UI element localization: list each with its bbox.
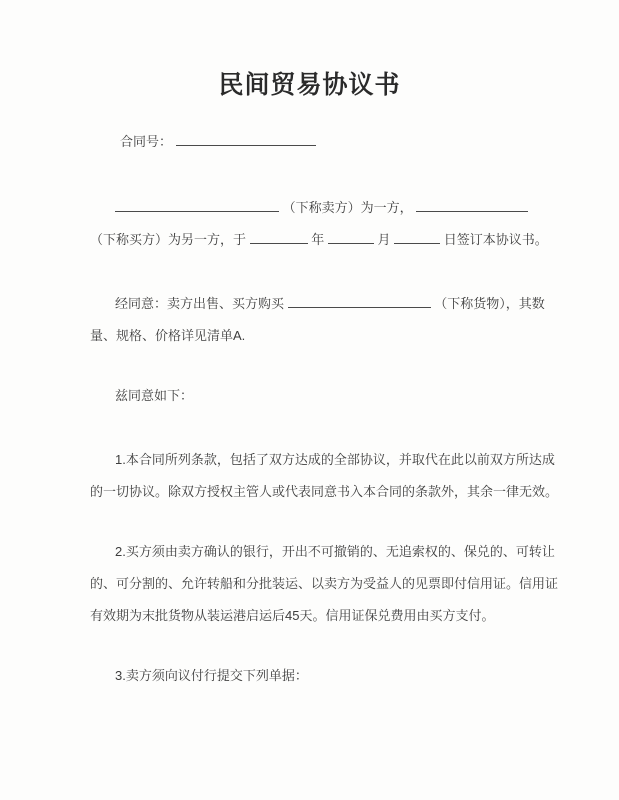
goods-name-blank (288, 294, 431, 308)
goods-line1-pre: 经同意：卖方出售、买方购买 (115, 296, 285, 311)
clause-1-line-1-text: 1.本合同所列条款，包括了双方达成的全部协议，并取代在此以前双方所达成 (115, 452, 555, 467)
clause-2-line-2-text: 的、可分割的、允许转船和分批装运、以卖方为受益人的见票即付信用证。信用证 (90, 576, 559, 591)
clause-1-line-2-text: 的一切协议。除双方授权主管人或代表同意书入本合同的条款外，其余一律无效。 (90, 484, 559, 499)
goods-line1-post: （下称货物），其数 (434, 296, 545, 311)
year-blank (250, 230, 308, 244)
clause-2-line-3-text: 有效期为末批货物从装运港启运后45天。信用证保兑费用由买方支付。 (90, 608, 495, 623)
agreement-heading (90, 380, 530, 412)
intro-line2-rest: 日签订本协议书。 (443, 232, 548, 247)
clause-2 (90, 536, 559, 632)
goods-line-2 (90, 320, 530, 352)
year-label: 年 (311, 232, 325, 247)
clause-3-line-1 (90, 660, 530, 692)
clause-2-line-1-text: 2.买方须由卖方确认的银行，开出不可撤销的、无追索权的、保兑的、可转让 (115, 544, 555, 559)
seller-name-blank (115, 198, 279, 212)
agreement-heading-text: 兹同意如下： (115, 388, 194, 403)
clause-2-line-1 (90, 536, 555, 568)
clause-1 (90, 444, 559, 508)
buyer-name-blank (416, 198, 528, 212)
goods-line2-text: 量、规格、价格详见清单A. (90, 328, 246, 343)
clause-1-line-2 (90, 476, 559, 508)
month-label: 月 (377, 232, 391, 247)
goods-paragraph (90, 288, 545, 352)
clause-2-line-2 (90, 568, 559, 600)
clause-2-line-3 (90, 600, 530, 632)
document-body (90, 126, 559, 692)
goods-line-1 (90, 288, 545, 320)
clause-3 (90, 660, 530, 692)
intro-line2-pre: （下称买方）为另一方，于 (90, 232, 247, 247)
contract-number-line (90, 126, 530, 158)
clause-3-line-1-text: 3.卖方须向议付行提交下列单据： (115, 668, 308, 683)
intro-paragraph (90, 192, 548, 256)
contract-number-blank (176, 132, 316, 146)
month-blank (328, 230, 374, 244)
contract-number-label: 合同号： (120, 134, 173, 149)
intro-line-2 (90, 224, 548, 256)
intro-line1-text: （下称卖方）为一方， (282, 200, 413, 215)
clause-1-line-1 (90, 444, 555, 476)
day-blank (394, 230, 440, 244)
intro-line-1 (90, 192, 530, 224)
document-title: 民间贸易协议书 (218, 71, 401, 99)
